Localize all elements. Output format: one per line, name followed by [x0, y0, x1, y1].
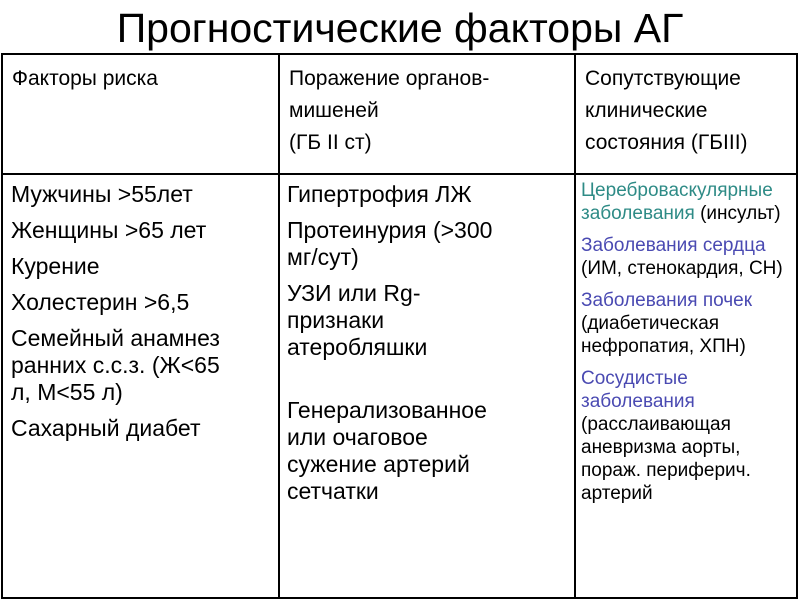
risk-factors-cell	[2, 174, 279, 598]
list-item	[581, 367, 790, 505]
list-item	[581, 289, 790, 358]
header-text: Поражение органов-	[289, 67, 490, 90]
header-target-organs	[279, 54, 575, 174]
list-item-text: Гипертрофия ЛЖ	[287, 181, 472, 207]
table-header-row	[2, 54, 797, 174]
condition-detail: нефропатия, ХПН)	[581, 336, 746, 357]
condition-title: заболевания	[581, 203, 695, 224]
condition-detail: (ИМ, стенокардия, СН)	[581, 258, 783, 279]
list-item	[11, 415, 272, 442]
condition-detail: (диабетическая	[581, 313, 720, 334]
list-item	[287, 217, 568, 271]
condition-detail: (инсульт)	[694, 203, 781, 224]
list-item-text: Генерализованное	[287, 397, 487, 423]
header-text: мишеней	[289, 99, 379, 122]
list-item	[11, 325, 272, 406]
list-item-text: атеробляшки	[287, 334, 428, 360]
target-organs-cell	[279, 174, 575, 598]
list-item	[581, 179, 790, 225]
list-item	[581, 234, 790, 280]
clinical-conditions-cell	[575, 174, 797, 598]
list-item	[287, 397, 568, 505]
list-item-text: л, М<55 л)	[11, 379, 123, 405]
list-item-text: мг/сут)	[287, 244, 359, 270]
condition-detail: пораж. периферич.	[581, 460, 751, 481]
condition-detail: аневризма аорты,	[581, 437, 741, 458]
list-item-text: Курение	[11, 253, 100, 279]
list-item	[11, 181, 272, 208]
prognostic-factors-table	[1, 53, 798, 599]
header-text: Факторы риска	[12, 67, 158, 90]
header-clinical-conditions	[575, 54, 797, 174]
header-text: клинические	[585, 99, 708, 122]
spacer	[287, 370, 568, 397]
condition-title: Цереброваскулярные	[581, 180, 773, 201]
list-item	[11, 289, 272, 316]
condition-title: заболевания	[581, 391, 695, 412]
condition-title: Заболевания сердца	[581, 235, 766, 256]
page-title: Прогностические факторы АГ	[116, 5, 684, 51]
condition-detail: артерий	[581, 483, 653, 504]
list-item-text: Сахарный диабет	[11, 415, 201, 441]
header-text: состояния (ГБIII)	[585, 131, 748, 154]
header-text: Сопутствующие	[585, 67, 741, 90]
list-item-text: Мужчины >55лет	[11, 181, 193, 207]
list-item-text: сужение артерий	[287, 451, 470, 477]
list-item-text: или очаговое	[287, 424, 428, 450]
condition-detail: (расслаивающая	[581, 414, 731, 435]
list-item-text: Женщины >65 лет	[11, 217, 207, 243]
list-item-text: ранних с.с.з. (Ж<65	[11, 352, 220, 378]
list-item	[287, 181, 568, 208]
list-item	[287, 280, 568, 361]
table-body-row	[2, 174, 797, 598]
header-risk-factors	[2, 54, 279, 174]
list-item-text: сетчатки	[287, 478, 379, 504]
list-item-text: признаки	[287, 307, 385, 333]
header-text: (ГБ II ст)	[289, 131, 372, 154]
list-item	[11, 253, 272, 280]
list-item-text: Семейный анамнез	[11, 325, 220, 351]
list-item-text: УЗИ или Rg-	[287, 280, 421, 306]
list-item	[11, 217, 272, 244]
list-item-text: Холестерин >6,5	[11, 289, 190, 315]
condition-title: Заболевания почек	[581, 290, 753, 311]
condition-title: Сосудистые	[581, 368, 688, 389]
list-item-text: Протеинурия (>300	[287, 217, 493, 243]
